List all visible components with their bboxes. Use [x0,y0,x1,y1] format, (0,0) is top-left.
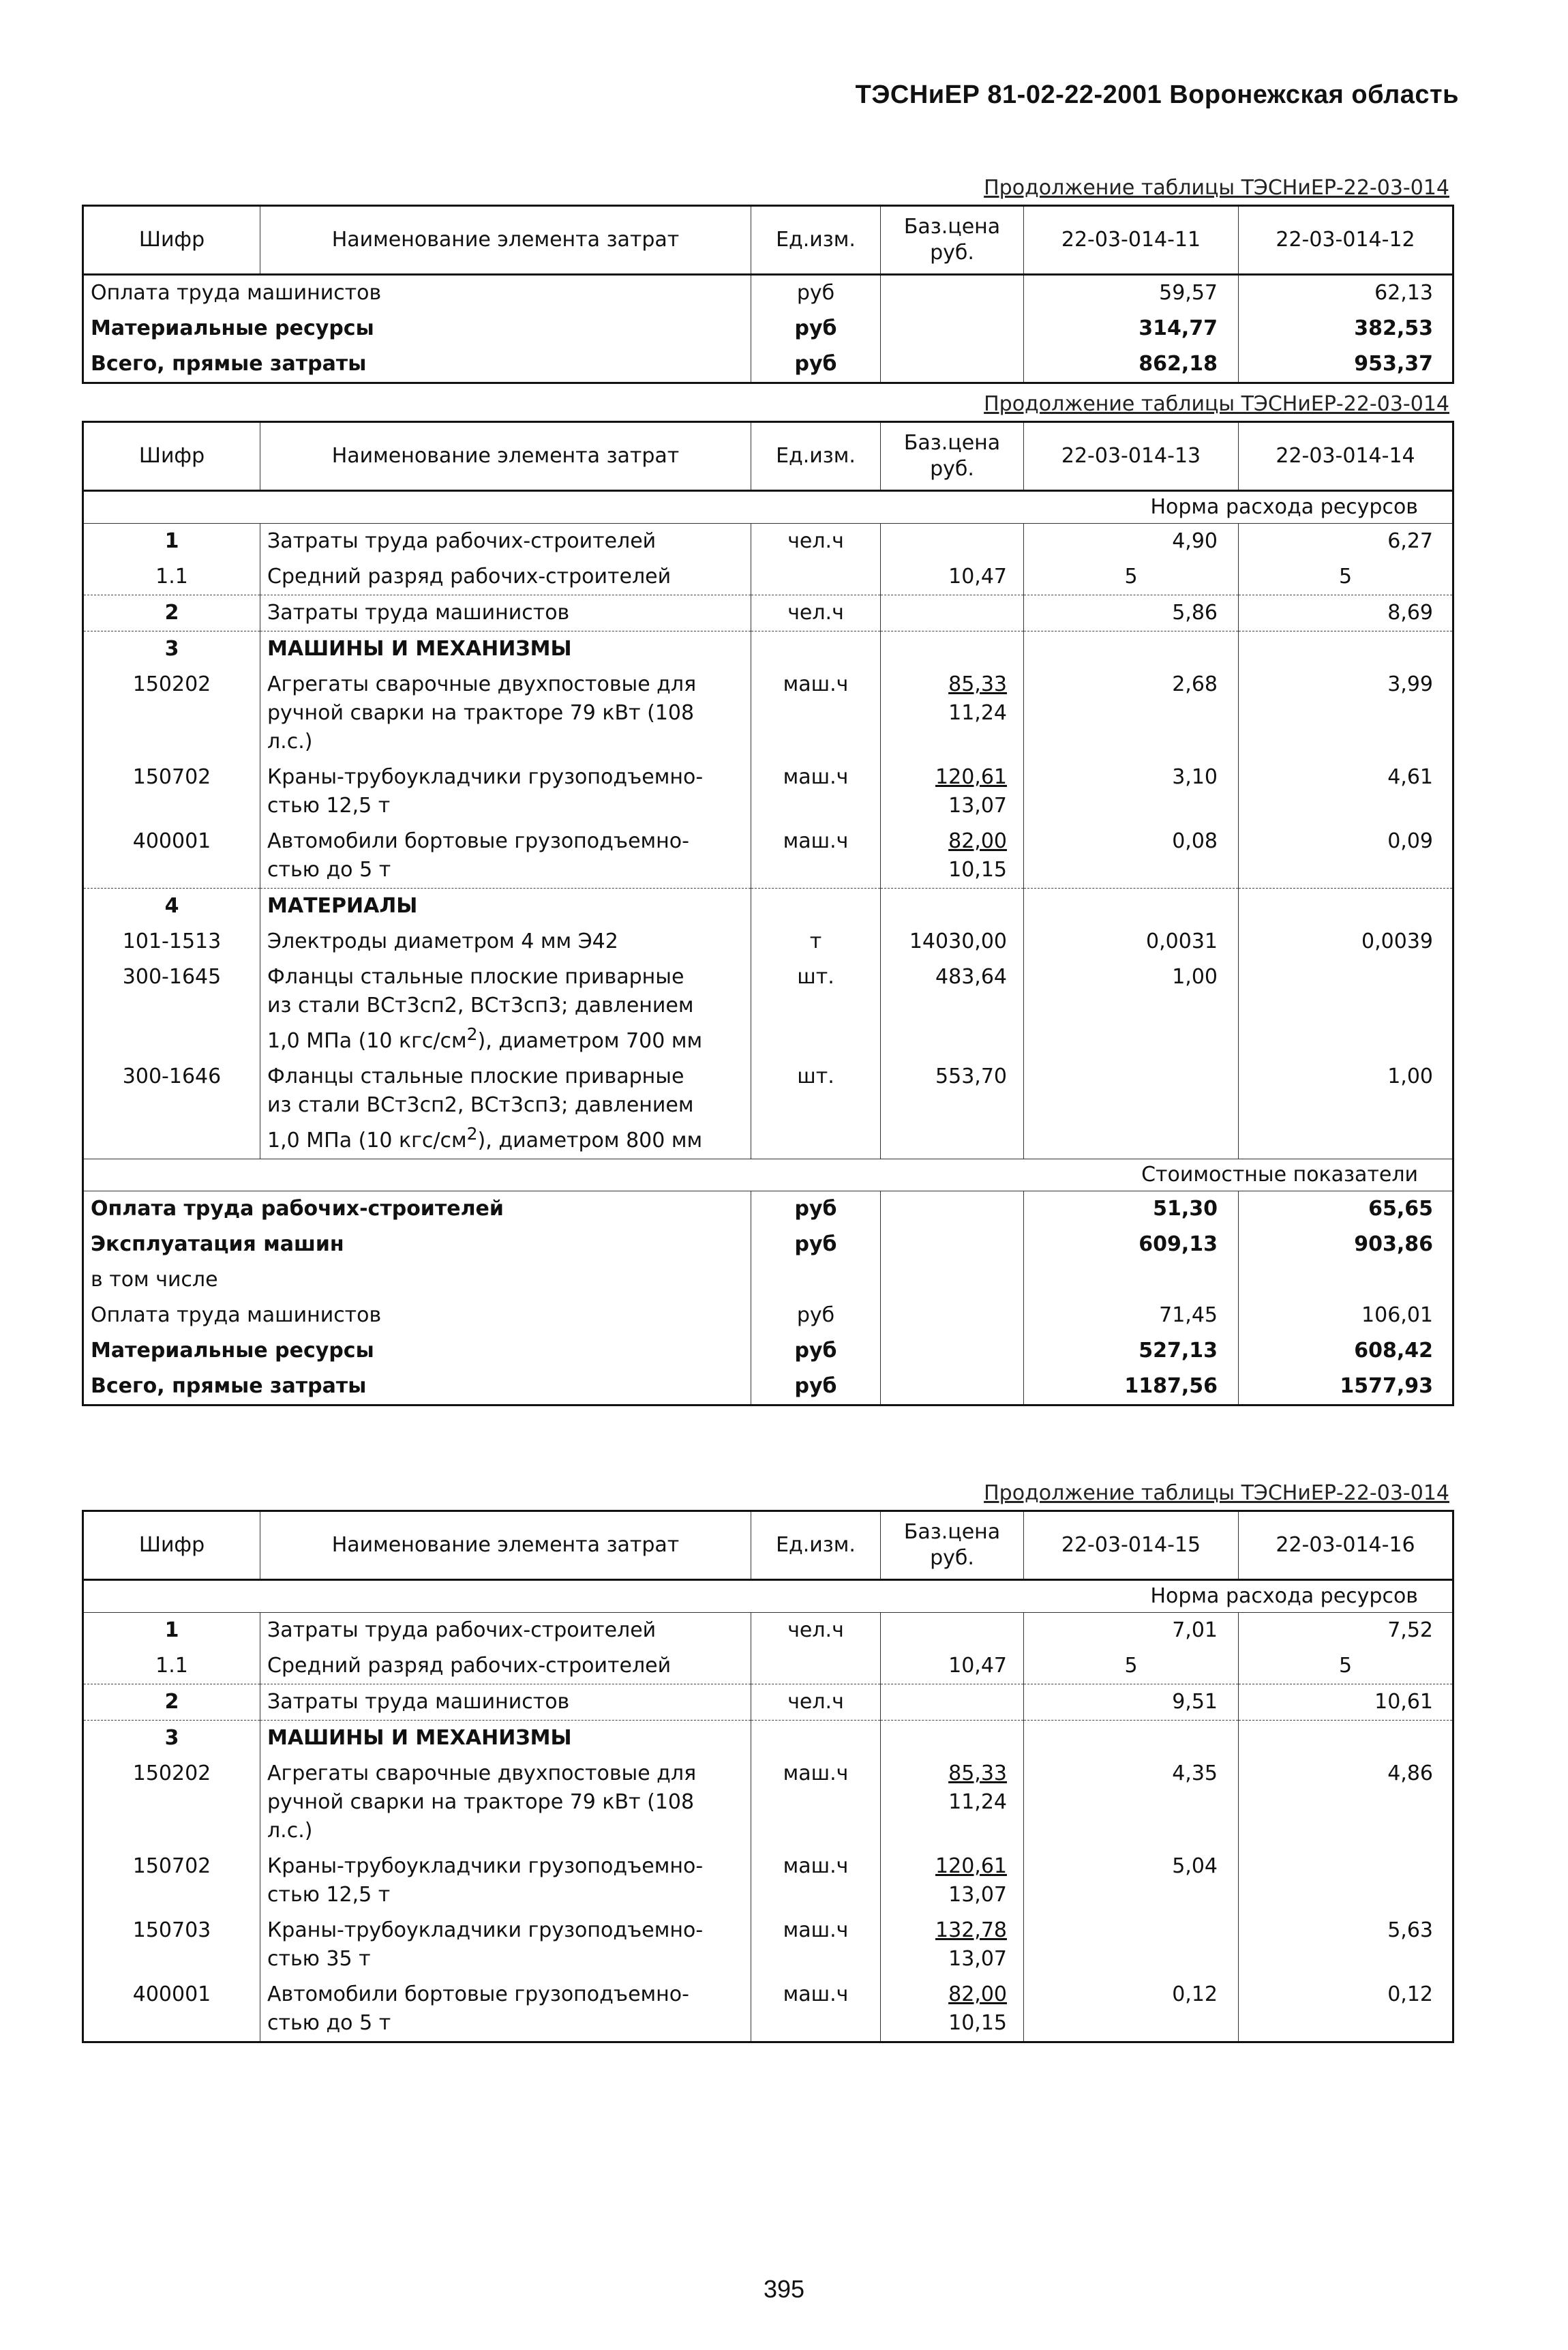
table-2-header [83,422,1453,491]
row-b: 0,12 [1239,1977,1453,2042]
row-code: 150703 [83,1913,260,1977]
row-name-line: Автомобили бортовые грузоподъемно- [267,1982,689,2006]
row-a: 527,13 [1024,1333,1239,1369]
row-a: 0,0031 [1024,924,1239,960]
row-unit: маш.ч [751,760,881,824]
row-price-2: 13,07 [948,794,1007,818]
col-code: Шифр [83,422,260,491]
row-b: 6,27 [1239,524,1453,560]
col-code: Шифр [83,1511,260,1580]
row-b: 5 [1239,559,1453,595]
row-b: 3,99 [1239,667,1453,760]
row-unit: маш.ч [751,1849,881,1913]
row-unit: руб [751,1298,881,1333]
row-b: 608,42 [1239,1333,1453,1369]
col-price-l2: руб. [930,1546,974,1570]
row-name-line: стью до 5 т [267,858,391,882]
table-row [83,1262,1453,1298]
row-name [260,1756,751,1849]
col-a: 22-03-014-11 [1024,206,1239,275]
row-price [881,667,1024,760]
row-b: 106,01 [1239,1298,1453,1333]
row-a: 2,68 [1024,667,1239,760]
row-unit: руб [751,311,881,346]
row-a: 5 [1024,559,1239,595]
row-name-line: Фланцы стальные плоские приварные [267,965,684,989]
table-row [83,1227,1453,1262]
row-name: МАШИНЫ И МЕХАНИЗМЫ [260,631,751,668]
col-b: 22-03-014-14 [1239,422,1453,491]
row-price: 553,70 [881,1059,1024,1159]
table-row [83,824,1453,889]
page-number: 395 [763,2275,805,2303]
page-header-title: ТЭСНиЕР 81-02-22-2001 Воронежская область [855,80,1459,109]
row-a: 4,90 [1024,524,1239,560]
row-a: 9,51 [1024,1684,1239,1721]
table-row [83,1191,1453,1228]
row-name-line: л.с.) [267,730,313,754]
row-a: 314,77 [1024,311,1239,346]
row-price [881,760,1024,824]
col-b: 22-03-014-12 [1239,206,1453,275]
row-name-line: стью до 5 т [267,2011,391,2035]
row-price-2: 13,07 [948,1947,1007,1971]
row-name-line: ), диаметром 700 мм [477,1029,703,1053]
row-code: 150202 [83,667,260,760]
row-code: 1 [83,524,260,560]
row-price: 483,64 [881,960,1024,1059]
table-1-header [83,206,1453,275]
row-b: 1577,93 [1239,1369,1453,1405]
row-name: Всего, прямые затраты [83,346,751,383]
row-code: 2 [83,595,260,631]
section-costs [83,1159,1453,1191]
row-name [260,824,751,889]
col-price [881,206,1024,275]
row-name: Электроды диаметром 4 мм Э42 [260,924,751,960]
row-price-2: 10,15 [948,2011,1007,2035]
row-name: МАТЕРИАЛЫ [260,889,751,925]
superscript: 2 [466,1124,478,1144]
row-unit: шт. [751,960,881,1059]
row-unit: т [751,924,881,960]
row-code: 2 [83,1684,260,1721]
row-name: Оплата труда рабочих-строителей [83,1191,751,1228]
table-row [83,1059,1453,1159]
row-b: 7,52 [1239,1613,1453,1649]
row-a [1024,1059,1239,1159]
col-a: 22-03-014-13 [1024,422,1239,491]
row-price-1: 85,33 [948,1761,1007,1785]
col-unit: Ед.изм. [751,1511,881,1580]
section-norms [83,1580,1453,1613]
row-a: 4,35 [1024,1756,1239,1849]
table-row [83,1333,1453,1369]
row-a: 0,08 [1024,824,1239,889]
row-name-line: 1,0 МПа (10 кгс/см [267,1129,467,1152]
row-name-line: стью 12,5 т [267,794,391,818]
row-price-1: 132,78 [935,1918,1007,1942]
row-code: 1.1 [83,1648,260,1684]
row-b: 5 [1239,1648,1453,1684]
row-name-line: Агрегаты сварочные двухпостовые для [267,672,697,696]
row-code: 1.1 [83,559,260,595]
row-code: 1 [83,1613,260,1649]
row-name [260,960,751,1059]
table-row [83,631,1453,668]
row-name-line: Краны-трубоукладчики грузоподъемно- [267,1918,704,1942]
row-code: 4 [83,889,260,925]
row-name: Средний разряд рабочих-строителей [260,1648,751,1684]
table-row [83,1721,1453,1757]
row-price-1: 120,61 [935,765,1007,789]
row-a: 1187,56 [1024,1369,1239,1405]
row-price [881,1756,1024,1849]
row-b: 953,37 [1239,346,1453,383]
continuation-text: Продолжение таблицы ТЭСНиЕР-22-03-014 [984,176,1449,200]
section-norms-label: Норма расхода ресурсов [83,491,1453,524]
row-unit: чел.ч [751,595,881,631]
table-row [83,1849,1453,1913]
row-unit: шт. [751,1059,881,1159]
row-price: 14030,00 [881,924,1024,960]
col-name: Наименование элемента затрат [260,422,751,491]
row-name-line: из стали ВСт3сп2, ВСт3сп3; давлением [267,994,694,1017]
table-3-header [83,1511,1453,1580]
row-a: 71,45 [1024,1298,1239,1333]
col-a: 22-03-014-15 [1024,1511,1239,1580]
col-name: Наименование элемента затрат [260,206,751,275]
continuation-text: Продолжение таблицы ТЭСНиЕР-22-03-014 [984,392,1449,416]
row-code: 101-1513 [83,924,260,960]
col-price-l1: Баз.цена [903,1520,1001,1544]
row-b [1239,960,1453,1059]
table-row [83,524,1453,560]
row-unit: руб [751,1369,881,1405]
row-code: 400001 [83,1977,260,2042]
table-row [83,1648,1453,1684]
row-code: 150202 [83,1756,260,1849]
table-row [83,1913,1453,1977]
row-price [881,1849,1024,1913]
row-name: Материальные ресурсы [83,311,751,346]
row-price [881,824,1024,889]
row-b: 62,13 [1239,275,1453,312]
row-a: 51,30 [1024,1191,1239,1228]
col-unit: Ед.изм. [751,206,881,275]
row-a: 59,57 [1024,275,1239,312]
table-1 [82,205,1454,384]
col-price-l2: руб. [930,457,974,481]
row-b: 0,0039 [1239,924,1453,960]
row-name-line: Фланцы стальные плоские приварные [267,1065,684,1088]
table-row [83,1613,1453,1649]
row-name-line: Краны-трубоукладчики грузоподъемно- [267,1854,704,1878]
row-a: 609,13 [1024,1227,1239,1262]
row-a: 1,00 [1024,960,1239,1059]
row-name: Средний разряд рабочих-строителей [260,559,751,595]
section-costs-label: Стоимостные показатели [83,1159,1453,1191]
table-3 [82,1510,1454,2043]
table-row [83,1756,1453,1849]
col-price-l2: руб. [930,241,974,265]
row-b: 4,61 [1239,760,1453,824]
row-name: Затраты труда машинистов [260,1684,751,1721]
table-row [83,924,1453,960]
col-unit: Ед.изм. [751,422,881,491]
table-2 [82,421,1454,1406]
continuation-label [984,1481,1449,1505]
row-name: Затраты труда рабочих-строителей [260,524,751,560]
row-a: 5,86 [1024,595,1239,631]
row-b: 903,86 [1239,1227,1453,1262]
row-a: 0,12 [1024,1977,1239,2042]
row-name-line: ), диаметром 800 мм [477,1129,703,1152]
row-code: 150702 [83,1849,260,1913]
row-b: 1,00 [1239,1059,1453,1159]
row-price-1: 85,33 [948,672,1007,696]
table-row [83,760,1453,824]
row-name: Эксплуатация машин [83,1227,751,1262]
row-name [260,667,751,760]
row-b: 382,53 [1239,311,1453,346]
row-name [260,1977,751,2042]
row-a [1024,1913,1239,1977]
row-code: 300-1646 [83,1059,260,1159]
table-row [83,1684,1453,1721]
row-name [260,760,751,824]
row-name-line: Краны-трубоукладчики грузоподъемно- [267,765,704,789]
table-row [83,1977,1453,2042]
row-name: Оплата труда машинистов [83,275,751,312]
table-row [83,960,1453,1059]
col-price-l1: Баз.цена [903,215,1001,239]
row-unit: руб [751,1333,881,1369]
row-a: 5 [1024,1648,1239,1684]
table-row [83,595,1453,631]
row-price-1: 120,61 [935,1854,1007,1878]
row-price: 10,47 [881,1648,1024,1684]
row-name [260,1913,751,1977]
row-b [1239,1849,1453,1913]
col-b: 22-03-014-16 [1239,1511,1453,1580]
row-name: МАШИНЫ И МЕХАНИЗМЫ [260,1721,751,1757]
row-name-line: Автомобили бортовые грузоподъемно- [267,829,689,853]
row-a: 7,01 [1024,1613,1239,1649]
row-name [260,1059,751,1159]
continuation-label [984,176,1449,200]
table-row [83,559,1453,595]
row-unit: маш.ч [751,824,881,889]
row-code: 3 [83,631,260,668]
row-unit: чел.ч [751,524,881,560]
row-name-line: 1,0 МПа (10 кгс/см [267,1029,467,1053]
row-a: 5,04 [1024,1849,1239,1913]
row-a: 862,18 [1024,346,1239,383]
row-name-line: стью 35 т [267,1947,371,1971]
row-b: 10,61 [1239,1684,1453,1721]
col-name: Наименование элемента затрат [260,1511,751,1580]
row-price-2: 11,24 [948,701,1007,725]
row-name: Затраты труда машинистов [260,595,751,631]
superscript: 2 [466,1024,478,1044]
row-price-1: 82,00 [948,1982,1007,2006]
row-name [260,1849,751,1913]
row-name: в том числе [83,1262,751,1298]
col-price [881,1511,1024,1580]
section-norms-label: Норма расхода ресурсов [83,1580,1453,1613]
row-name-line: ручной сварки на тракторе 79 кВт (108 [267,701,695,725]
row-b: 5,63 [1239,1913,1453,1977]
row-unit: руб [751,346,881,383]
row-unit: руб [751,1191,881,1228]
row-unit: маш.ч [751,1756,881,1849]
row-unit: руб [751,1227,881,1262]
row-b: 8,69 [1239,595,1453,631]
row-name: Оплата труда машинистов [83,1298,751,1333]
table-row [83,1298,1453,1333]
row-unit: руб [751,275,881,312]
row-code: 3 [83,1721,260,1757]
row-name: Материальные ресурсы [83,1333,751,1369]
continuation-text: Продолжение таблицы ТЭСНиЕР-22-03-014 [984,1481,1449,1505]
table-row [83,667,1453,760]
row-unit: маш.ч [751,667,881,760]
row-a: 3,10 [1024,760,1239,824]
col-code: Шифр [83,206,260,275]
row-price: 10,47 [881,559,1024,595]
table-row [83,311,1453,346]
table-row [83,1369,1453,1405]
table-row [83,889,1453,925]
row-code: 150702 [83,760,260,824]
row-name-line: из стали ВСт3сп2, ВСт3сп3; давлением [267,1093,694,1117]
row-b: 65,65 [1239,1191,1453,1228]
row-name: Затраты труда рабочих-строителей [260,1613,751,1649]
row-price [881,1977,1024,2042]
col-price [881,422,1024,491]
table-row [83,346,1453,383]
row-code: 400001 [83,824,260,889]
row-name-line: л.с.) [267,1819,313,1843]
row-unit: чел.ч [751,1684,881,1721]
col-price-l1: Баз.цена [903,431,1001,455]
row-price-1: 82,00 [948,829,1007,853]
row-price-2: 11,24 [948,1790,1007,1814]
row-code: 300-1645 [83,960,260,1059]
section-norms [83,491,1453,524]
row-unit: чел.ч [751,1613,881,1649]
row-name-line: ручной сварки на тракторе 79 кВт (108 [267,1790,695,1814]
row-price-2: 10,15 [948,858,1007,882]
row-unit: маш.ч [751,1913,881,1977]
row-name-line: Агрегаты сварочные двухпостовые для [267,1761,697,1785]
row-name-line: стью 12,5 т [267,1883,391,1907]
row-name: Всего, прямые затраты [83,1369,751,1405]
row-b: 4,86 [1239,1756,1453,1849]
row-price [881,1913,1024,1977]
row-price-2: 13,07 [948,1883,1007,1907]
continuation-label [984,392,1449,416]
table-row [83,275,1453,312]
row-b: 0,09 [1239,824,1453,889]
row-unit: маш.ч [751,1977,881,2042]
